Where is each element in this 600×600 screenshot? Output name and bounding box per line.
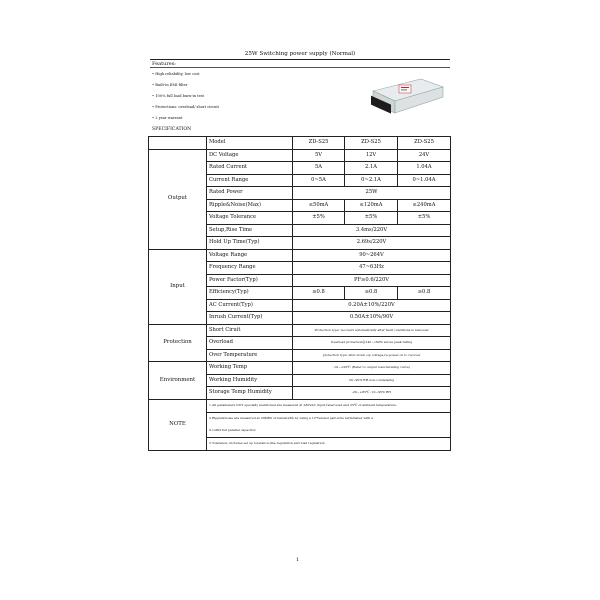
- row-label: AC Current(Typ): [207, 299, 293, 312]
- table-cell: 0~1.04A: [398, 174, 451, 187]
- table-cell: ±5%: [293, 212, 345, 225]
- row-label: Frequency Range: [207, 262, 293, 275]
- model-label: Model: [207, 137, 293, 150]
- table-cell: Protection type: recovers automatically after fault conditions is removed: [293, 324, 451, 337]
- table-cell: 0~2.1A: [345, 174, 398, 187]
- model-cell: ZD-S25: [398, 137, 451, 150]
- group-note: NOTE: [149, 399, 207, 450]
- table-cell: 47~63Hz: [293, 262, 451, 275]
- table-cell: 0~5A: [293, 174, 345, 187]
- row-label: Storage Temp Humidity: [207, 387, 293, 400]
- table-row: [149, 137, 451, 150]
- table-cell: ±5%: [345, 212, 398, 225]
- row-label: Efficiency(Typ): [207, 287, 293, 300]
- table-cell: 1.04A: [398, 162, 451, 175]
- row-label: Ripple&Noise(Max): [207, 199, 293, 212]
- row-label: Working Humidity: [207, 374, 293, 387]
- row-label: Setup,Rise Time: [207, 224, 293, 237]
- row-label: Rated Power: [207, 187, 293, 200]
- table-cell: 0.50A±10%/90V: [293, 312, 451, 325]
- row-label: DC Voltage: [207, 149, 293, 162]
- title-divider: [150, 59, 450, 60]
- specification-table: [148, 136, 451, 451]
- table-cell: 5A: [293, 162, 345, 175]
- document-title: 25W Switching power supply (Normal): [244, 51, 356, 57]
- row-label: Inrush Current(Typ): [207, 312, 293, 325]
- row-label: Voltage Range: [207, 249, 293, 262]
- table-cell: 0.20A±10%/220V: [293, 299, 451, 312]
- note-line: 3.Tolerance: includes set up tolerance,line regulation and load regulation.: [207, 437, 451, 450]
- table-cell: 12V: [345, 149, 398, 162]
- table-cell: 3.4ms/220V: [293, 224, 451, 237]
- table-cell: -10~+50℃ (Refer to output load derating curve): [293, 362, 451, 375]
- table-cell: Overload protection@145~160% above peak rating: [293, 337, 451, 350]
- note-line: 2.Ripple&noise are measured at 20MHz of bandwidth by using a 12"twisted pair-wire terminated with a: [207, 412, 451, 425]
- table-cell: 24V: [398, 149, 451, 162]
- row-label: Overload: [207, 337, 293, 350]
- table-row: [149, 149, 451, 162]
- table-cell: ≥0.8: [345, 287, 398, 300]
- group-protection: Protection: [149, 324, 207, 362]
- row-label: Current Range: [207, 174, 293, 187]
- group-environment: Environment: [149, 362, 207, 400]
- specification-heading: SPECIFICATION: [152, 127, 192, 132]
- table-row: [149, 362, 451, 375]
- table-cell: ≤240mA: [398, 199, 451, 212]
- features-divider: [150, 67, 450, 68]
- page-number: 1: [296, 557, 300, 563]
- table-row: [149, 249, 451, 262]
- group-output: Output: [149, 149, 207, 249]
- feature-item: • Built-in EMI filter: [152, 83, 188, 87]
- table-cell: 25W: [293, 187, 451, 200]
- table-cell: ±5%: [398, 212, 451, 225]
- feature-item: • Protections: overload/ short circuit: [152, 105, 219, 109]
- feature-item: • High reliability, low cost: [152, 72, 200, 76]
- table-cell: 90~264V: [293, 249, 451, 262]
- table-cell: ≤120mA: [345, 199, 398, 212]
- table-cell: ≥0.8: [398, 287, 451, 300]
- row-label: Over Temperature: [207, 349, 293, 362]
- table-cell: ≤50mA: [293, 199, 345, 212]
- model-cell: ZD-S25: [293, 137, 345, 150]
- table-cell: protection type: shut down o/p voltage,re-power on to recover: [293, 349, 451, 362]
- row-label: Short Ciruit: [207, 324, 293, 337]
- features-heading: Features:: [152, 61, 176, 67]
- table-cell: 2.1A: [345, 162, 398, 175]
- row-label: Power Factor(Typ): [207, 274, 293, 287]
- note-line: 0.1uf&10uf parallel capacitor.: [207, 425, 451, 438]
- table-cell: 5V: [293, 149, 345, 162]
- table-row: [149, 324, 451, 337]
- table-cell: ≥0.8: [293, 287, 345, 300]
- feature-item: • 2 year warrant: [152, 116, 183, 120]
- power-supply-product-image: [365, 77, 445, 115]
- group-input: Input: [149, 249, 207, 324]
- table-cell: -20~+85℃, 10~95% RH: [293, 387, 451, 400]
- row-label: Rated Current: [207, 162, 293, 175]
- table-cell: 2.69s/220V: [293, 237, 451, 250]
- table-row: [149, 399, 451, 412]
- note-line: 1.All parameters NOT specially mentioned are measured at 230VAC input,rated load and 25℃ of ambient temperature.: [207, 399, 451, 412]
- row-label: Voltage Tolerance: [207, 212, 293, 225]
- table-cell: 20~90% RH non-condensing: [293, 374, 451, 387]
- feature-item: • 100% full load burn-in test: [152, 94, 204, 98]
- row-label: Working Temp: [207, 362, 293, 375]
- row-label: Hold Up Time(Typ): [207, 237, 293, 250]
- table-cell: PF≥0.6/220V: [293, 274, 451, 287]
- model-cell: ZD-S25: [345, 137, 398, 150]
